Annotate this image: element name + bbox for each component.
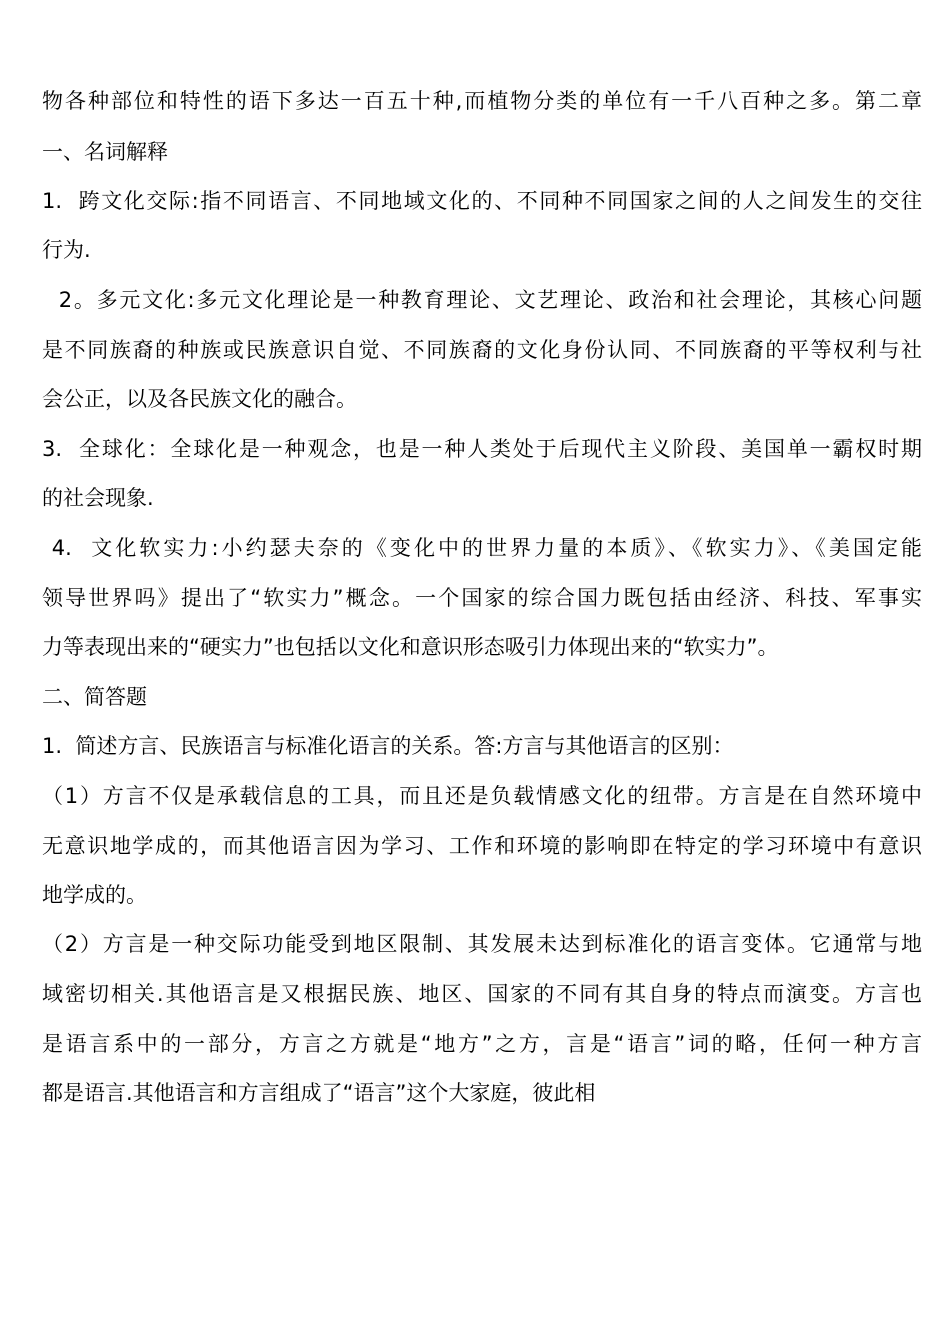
text-line: 领导世界吗》提出了“软实力”概念。一个国家的综合国力既包括由经济、科技、军事实 — [42, 586, 922, 610]
text-line: （1）方言不仅是承载信息的工具，而且还是负载情感文化的纽带。方言是在自然环境中 — [42, 784, 922, 808]
text-line: 行为. — [42, 238, 91, 262]
text-line: 物各种部位和特性的语下多达一百五十种,而植物分类的单位有一千八百种之多。第二章 — [42, 89, 922, 113]
text-line: 地学成的。 — [42, 883, 147, 907]
text-line: 力等表现出来的“硬实力”也包括以文化和意识形态吸引力体现出来的“软实力”。 — [42, 635, 779, 659]
text-line: 4. 文化软实力:小约瑟夫奈的《变化中的世界力量的本质》、《软实力》、《美国定能 — [42, 536, 922, 560]
section-heading-glossary: 一、名词解释 — [42, 140, 168, 164]
text-line: （2）方言是一种交际功能受到地区限制、其发展未达到标准化的语言变体。它通常与地 — [42, 932, 922, 956]
text-line: 是语言系中的一部分，方言之方就是“地方”之方，言是“语言”词的略，任何一种方言 — [42, 1032, 922, 1056]
text-line: 都是语言.其他语言和方言组成了“语言”这个大家庭，彼此相 — [42, 1081, 596, 1105]
text-line: 会公正，以及各民族文化的融合。 — [42, 387, 357, 411]
text-line: 3. 全球化：全球化是一种观念，也是一种人类处于后现代主义阶段、美国单一霸权时期 — [42, 437, 922, 461]
text-line: 1. 简述方言、民族语言与标准化语言的关系。答:方言与其他语言的区别： — [42, 734, 734, 758]
text-line: 是不同族裔的种族或民族意识自觉、不同族裔的文化身份认同、不同族裔的平等权利与社 — [42, 338, 922, 362]
text-line: 的社会现象. — [42, 486, 154, 510]
section-heading-short-answer: 二、简答题 — [42, 685, 147, 709]
text-line: 2。多元文化:多元文化理论是一种教育理论、文艺理论、政治和社会理论，其核心问题 — [42, 288, 922, 312]
text-line: 1. 跨文化交际:指不同语言、不同地域文化的、不同种不同国家之间的人之间发生的交往 — [42, 189, 922, 213]
text-line: 域密切相关.其他语言是又根据民族、地区、国家的不同有其自身的特点而演变。方言也 — [42, 982, 922, 1006]
text-line: 无意识地学成的，而其他语言因为学习、工作和环境的影响即在特定的学习环境中有意识 — [42, 834, 922, 858]
